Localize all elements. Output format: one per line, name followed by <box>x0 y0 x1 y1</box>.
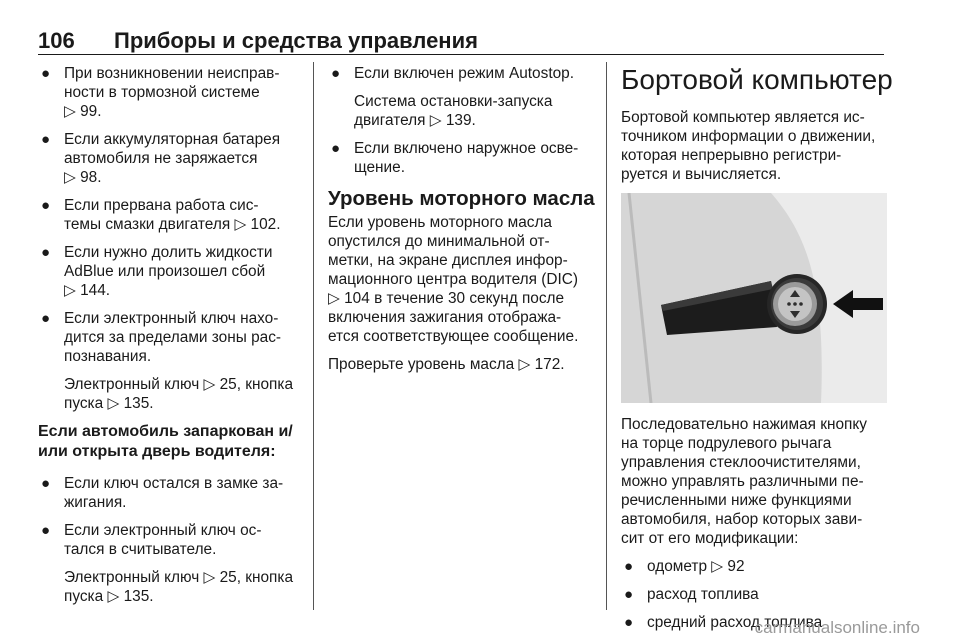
page-header <box>38 28 884 52</box>
column-divider <box>606 62 607 610</box>
list-subtext: Электронный ключ ▷ 25, кнопка пуска ▷ 135. <box>64 376 294 412</box>
bullet-icon: ● <box>41 475 51 492</box>
bullet-icon: ● <box>331 65 341 82</box>
header-rule <box>38 54 884 55</box>
chapter-heading: Бортовой компьютер <box>621 64 893 95</box>
bullet-icon: ● <box>41 310 51 327</box>
list-item: ● Если ключ остался в замке за- жигания. <box>41 475 284 511</box>
bullet-icon: ● <box>624 614 634 631</box>
paragraph: Последовательно нажимая кнопку на торце подрулевого рычага управления стеклоочистителями, можно управлять различными пе- речисленными ниже функциями автомобиля, набор которых зави- сит от его модификации: <box>621 416 867 547</box>
bullet-icon: ● <box>41 522 51 539</box>
bullet-icon: ● <box>41 244 51 261</box>
lever-drawing <box>621 193 887 403</box>
paragraph: Бортовой компьютер является ис- точником информации о движении, которая непрерывно регистри- руется и вычисляется. <box>621 109 876 183</box>
bullet-icon: ● <box>41 131 51 148</box>
watermark: carmanualsonline.info <box>754 618 920 637</box>
list-item: ● Если включено наружное осве- щение. <box>331 140 579 176</box>
paragraph: Проверьте уровень масла ▷ 172. <box>328 356 565 373</box>
list-item: ● Если электронный ключ ос- тался в считывателе. <box>41 522 262 558</box>
list-item: ● расход топлива <box>624 586 759 603</box>
list-item: ● Если аккумуляторная батарея автомобиля не заряжается ▷ 98. <box>41 131 281 186</box>
bullet-icon: ● <box>624 558 634 575</box>
page-title: Приборы и средства управления <box>114 28 478 53</box>
bullet-icon: ● <box>331 140 341 157</box>
subsection-heading: Если автомобиль запаркован и/ или открыта дверь водителя: <box>38 423 293 460</box>
bullet-icon: ● <box>624 586 634 603</box>
bullet-icon: ● <box>41 65 51 82</box>
list-item: ● одометр ▷ 92 <box>624 558 745 575</box>
column-2 <box>328 64 594 383</box>
section-heading: Уровень моторного масла <box>328 187 595 210</box>
list-item: ● Если нужно долить жидкости AdBlue или произошел сбой ▷ 144. <box>41 244 273 299</box>
column-1 <box>38 64 300 615</box>
list-item: ● средний расход топлива <box>624 614 823 631</box>
list-item: ● Если прервана работа сис- темы смазки двигателя ▷ 102. <box>41 197 281 233</box>
list-item: ● При возникновении неисправ- ности в тормозной системе ▷ 99. <box>41 65 280 120</box>
list-subtext: Электронный ключ ▷ 25, кнопка пуска ▷ 135. <box>64 569 294 605</box>
column-divider <box>313 62 314 610</box>
wiper-lever-button-illustration <box>621 193 887 403</box>
page-number: 106 <box>38 28 75 53</box>
list-item: ● Если включен режим Autostop. <box>331 65 574 82</box>
list-item: ● Если электронный ключ нахо- дится за пределами зоны рас- познавания. <box>41 310 282 365</box>
bullet-icon: ● <box>41 197 51 214</box>
column-3 <box>621 64 893 641</box>
paragraph: Если уровень моторного масла опустился до минимальной от- метки, на экране дисплея инфор- мационного центра водителя (DIC) ▷ 104 в течение 30 секунд после включения зажигания отобража- ется соответствующее сообщение. <box>328 214 579 345</box>
list-subtext: Система остановки-запуска двигателя ▷ 139. <box>354 93 553 129</box>
